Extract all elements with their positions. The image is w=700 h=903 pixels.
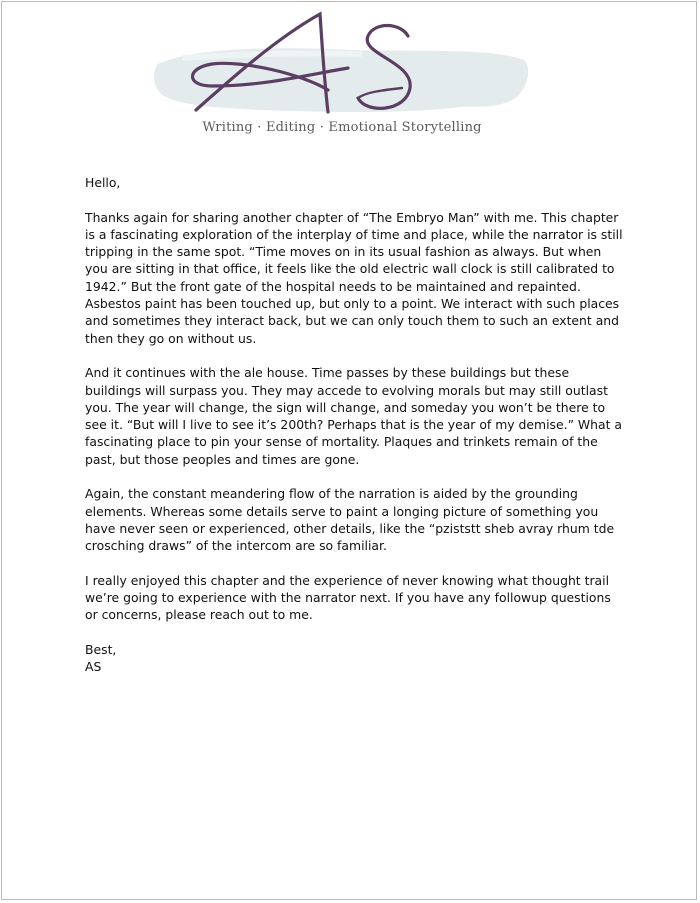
letterhead-tagline: Writing · Editing · Emotional Storytelling bbox=[202, 120, 482, 135]
letter-paragraph: I really enjoyed this chapter and the experience of never knowing what thought trail we’re going to experience with the narrator next. If you have any followup questions or concerns, please reach out to me. bbox=[85, 572, 611, 623]
letter-paragraph: And it continues with the ale house. Time passes by these buildings but these buildings will surpass you. They may accede to evolving morals but may still outlast you. The year will change, the sign will change, and someday you won’t be there to see it. “But will I live to see it’s 200th? Perhaps that is the year of my demise.” What a fascinating place to pin your sense of mortality. Plaques and trinkets remain of the past, but those peoples and times are gone. bbox=[85, 365, 623, 467]
letter-greeting: Hello, bbox=[85, 175, 121, 190]
letter-paragraph: Again, the constant meandering flow of the narration is aided by the grounding elements. Whereas some details serve to paint a longing picture of something you have never seen or experienced, other details, like the “pziststt sheb avray rhum tde crosching draws” of the intercom are so familiar. bbox=[85, 486, 615, 554]
letter-signoff: Best, bbox=[85, 642, 117, 658]
letterhead-logo bbox=[152, 8, 532, 138]
as-monogram-logo bbox=[152, 8, 532, 126]
letter-paragraph: Thanks again for sharing another chapter of “The Embryo Man” with me. This chapter is a fascinating exploration of the interplay of time and place, while the narrator is still tripping in the same spot. “Time moves on in its usual fashion as always. But when you are sitting in that office, it feels like the old electric wall clock is still calibrated to 1942.” But the front gate of the hospital needs to be maintained and repainted. Asbestos paint has been touched up, but only to a point. We interact with such places and sometimes they interact back, but we can only touch them to such an extent and then they go on without us. bbox=[85, 209, 623, 346]
letter-page bbox=[1, 1, 697, 900]
letter-body bbox=[85, 174, 625, 676]
letter-signature: AS bbox=[85, 659, 102, 675]
